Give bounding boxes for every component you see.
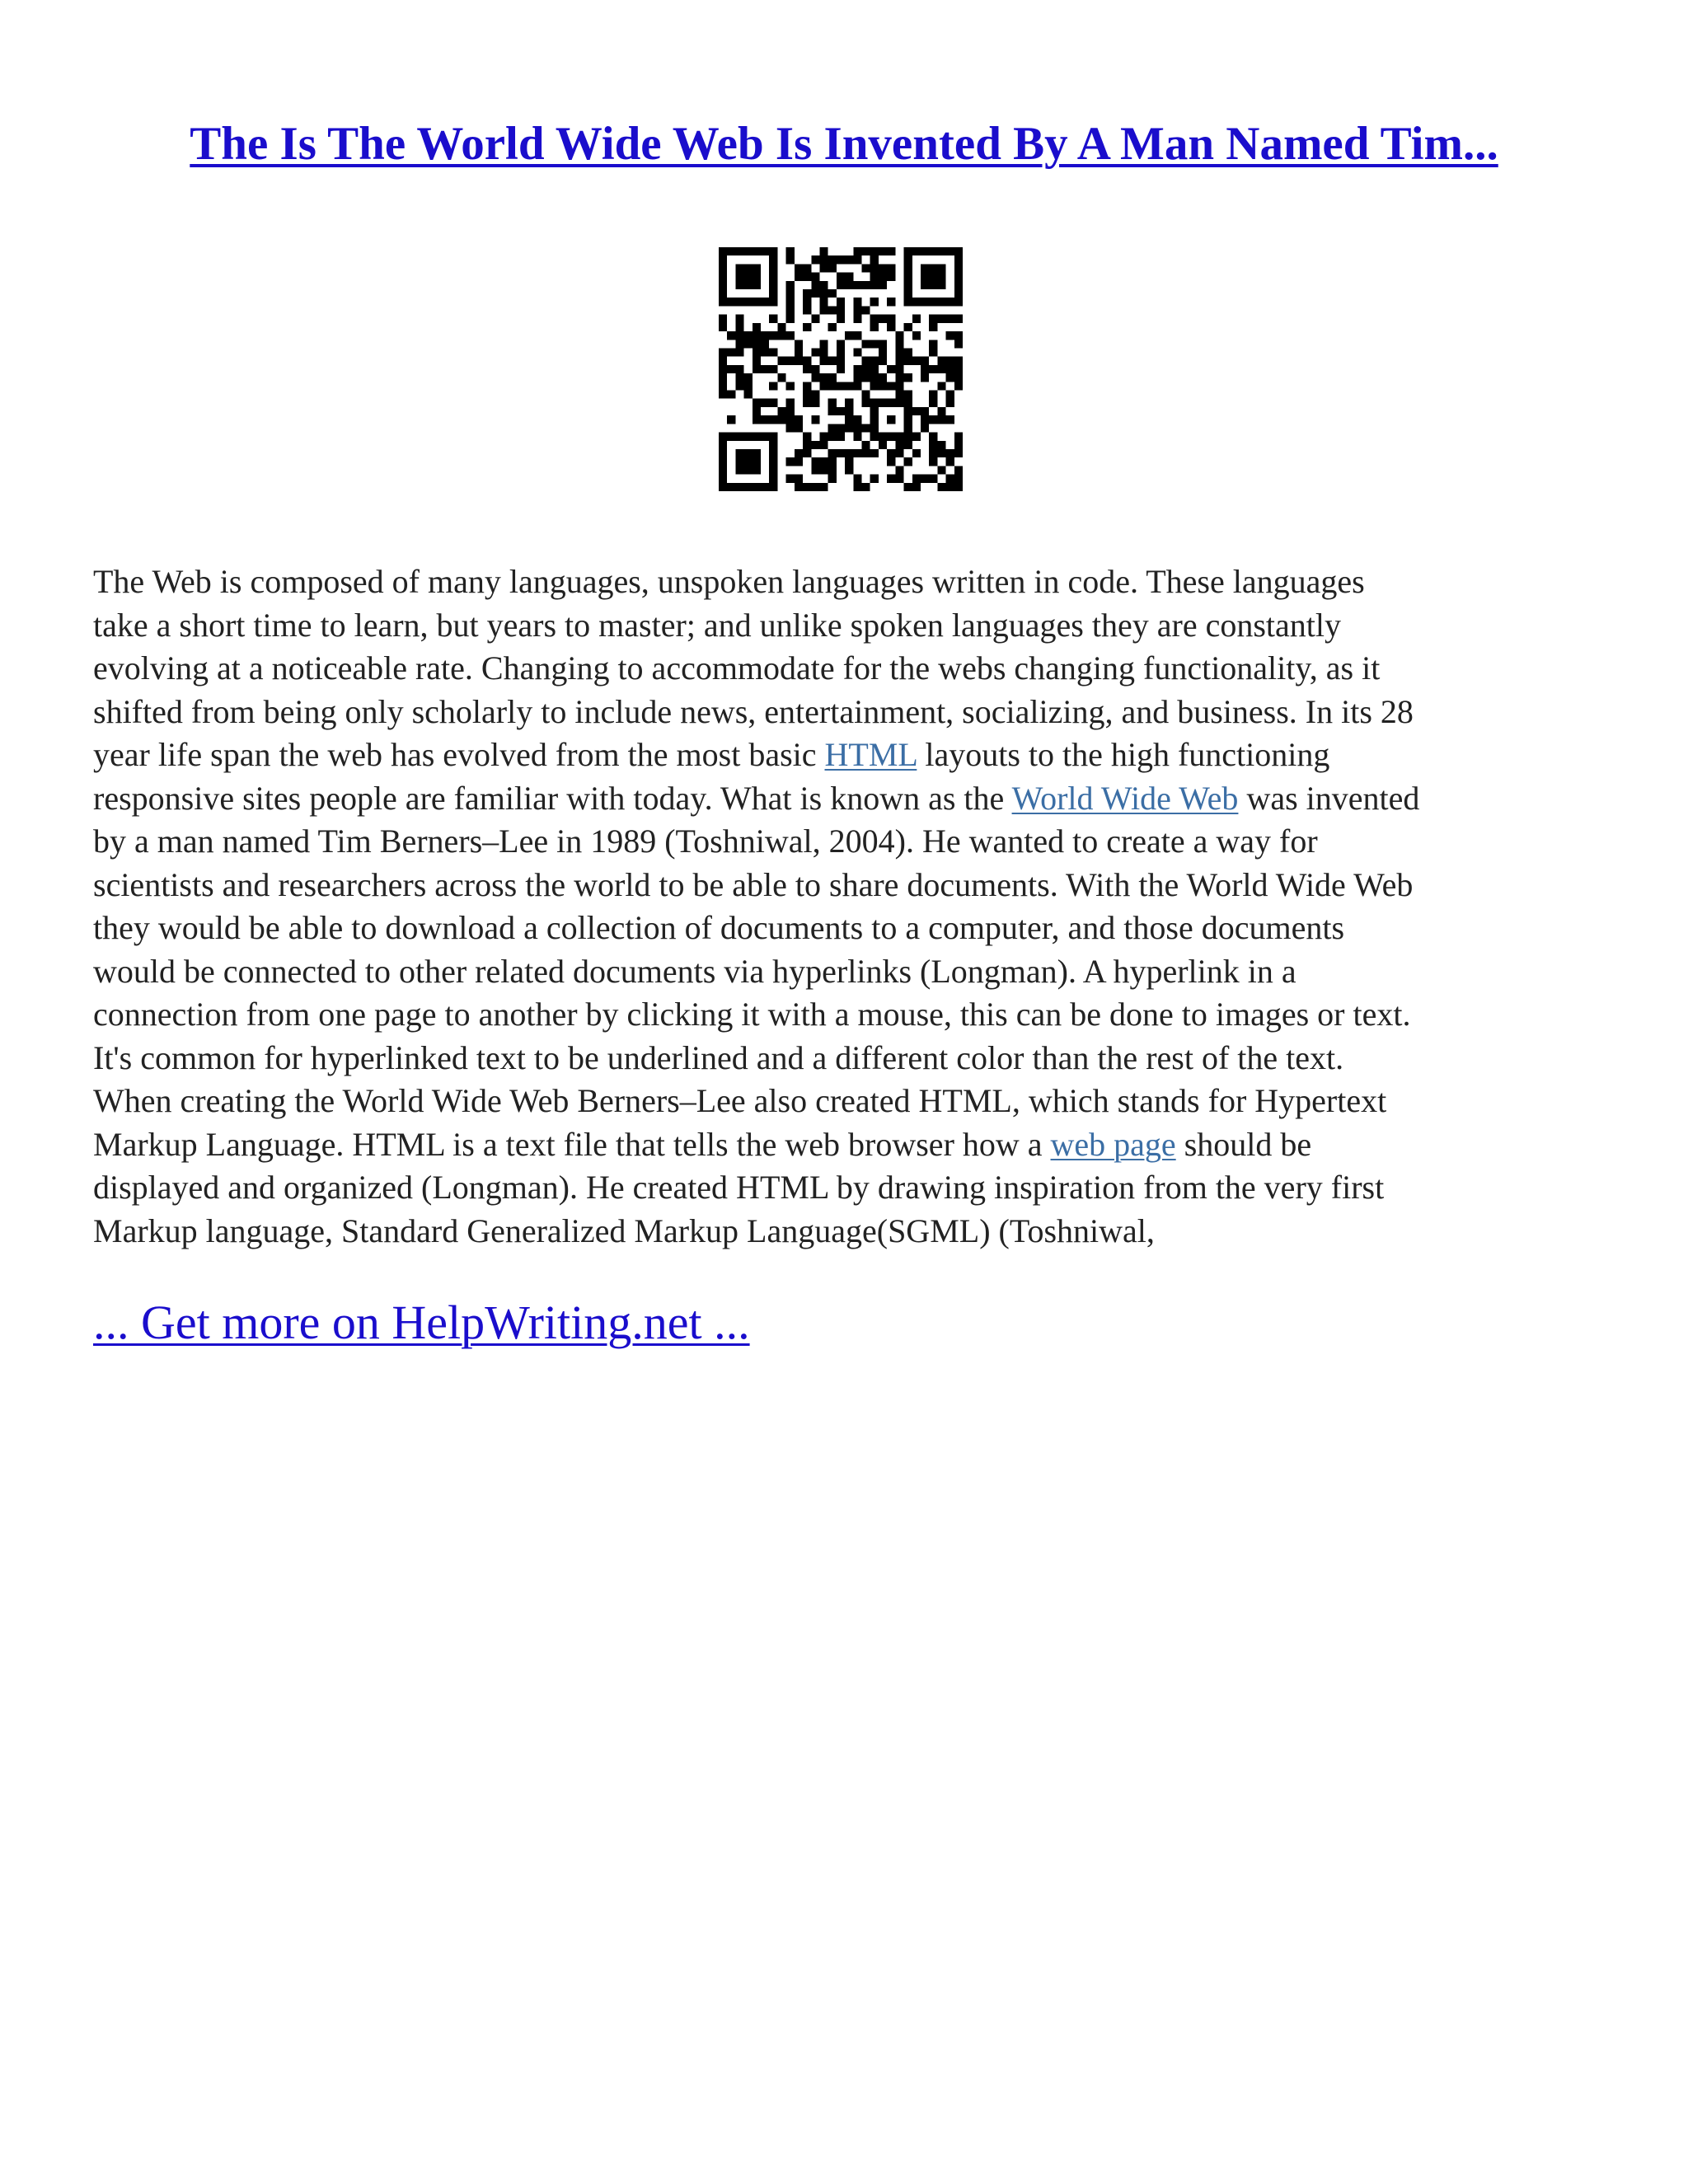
article-line [93, 950, 1601, 994]
article-line [93, 777, 1601, 821]
inline-link[interactable]: World Wide Web [1011, 779, 1239, 817]
article-line [93, 907, 1601, 950]
article-line [93, 733, 1601, 777]
article-text: layouts to the high functioning [917, 736, 1330, 773]
article-line [93, 560, 1601, 604]
article-line [93, 1080, 1601, 1123]
article-text: connection from one page to another by clicking it with a mouse, this can be done to images or text. [93, 996, 1411, 1033]
article-text: It's common for hyperlinked text to be underlined and a different color than the rest of the text. [93, 1038, 1344, 1076]
article-line [93, 1037, 1601, 1080]
article-text: displayed and organized (Longman). He created HTML by drawing inspiration from the very first [93, 1169, 1385, 1206]
article-text: When creating the World Wide Web Berners–Lee also created HTML, which stands for Hypertext [93, 1082, 1387, 1119]
article-text: year life span the web has evolved from the most basic [93, 736, 825, 773]
article-text: scientists and researchers across the world to be able to share documents. With the World Wide Web [93, 865, 1414, 903]
article-line [93, 1210, 1601, 1254]
article-text: by a man named Tim Berners–Lee in 1989 (Toshniwal, 2004). He wanted to create a way for [93, 823, 1318, 860]
article-text: evolving at a noticeable rate. Changing to accommodate for the webs changing functionality, as it [93, 649, 1381, 687]
article-body [93, 560, 1601, 1253]
article-text: should be [1175, 1125, 1312, 1163]
article-text: shifted from being only scholarly to include news, entertainment, socializing, and business. In its 28 [93, 692, 1414, 730]
article-line [93, 864, 1601, 907]
article-text: responsive sites people are familiar with today. What is known as the [93, 779, 1012, 817]
article-line [93, 820, 1601, 864]
article-text: take a short time to learn, but years to master; and unlike spoken languages they are constantly [93, 606, 1341, 644]
article-line [93, 647, 1601, 691]
page-title-link[interactable]: The Is The World Wide Web Is Invented By A Man Named Tim... [190, 118, 1498, 170]
article-text: was invented [1238, 779, 1420, 817]
article-text: would be connected to other related documents via hyperlinks (Longman). A hyperlink in a [93, 952, 1296, 990]
article-line [93, 993, 1601, 1037]
article-line [93, 1123, 1601, 1167]
article-text: Markup Language. HTML is a text file that tells the web browser how a [93, 1125, 1051, 1163]
get-more-link[interactable]: ... Get more on HelpWriting.net ... [93, 1296, 750, 1349]
article-line [93, 604, 1601, 648]
qr-code-icon [719, 247, 963, 491]
inline-link[interactable]: web page [1050, 1125, 1176, 1163]
article-text: The Web is composed of many languages, unspoken languages written in code. These languages [93, 563, 1365, 600]
article-text: they would be able to download a collection of documents to a computer, and those documents [93, 909, 1345, 946]
article-line [93, 691, 1601, 734]
article-line [93, 1166, 1601, 1210]
article-text: Markup language, Standard Generalized Markup Language(SGML) (Toshniwal, [93, 1212, 1155, 1249]
inline-link[interactable]: HTML [824, 736, 917, 773]
